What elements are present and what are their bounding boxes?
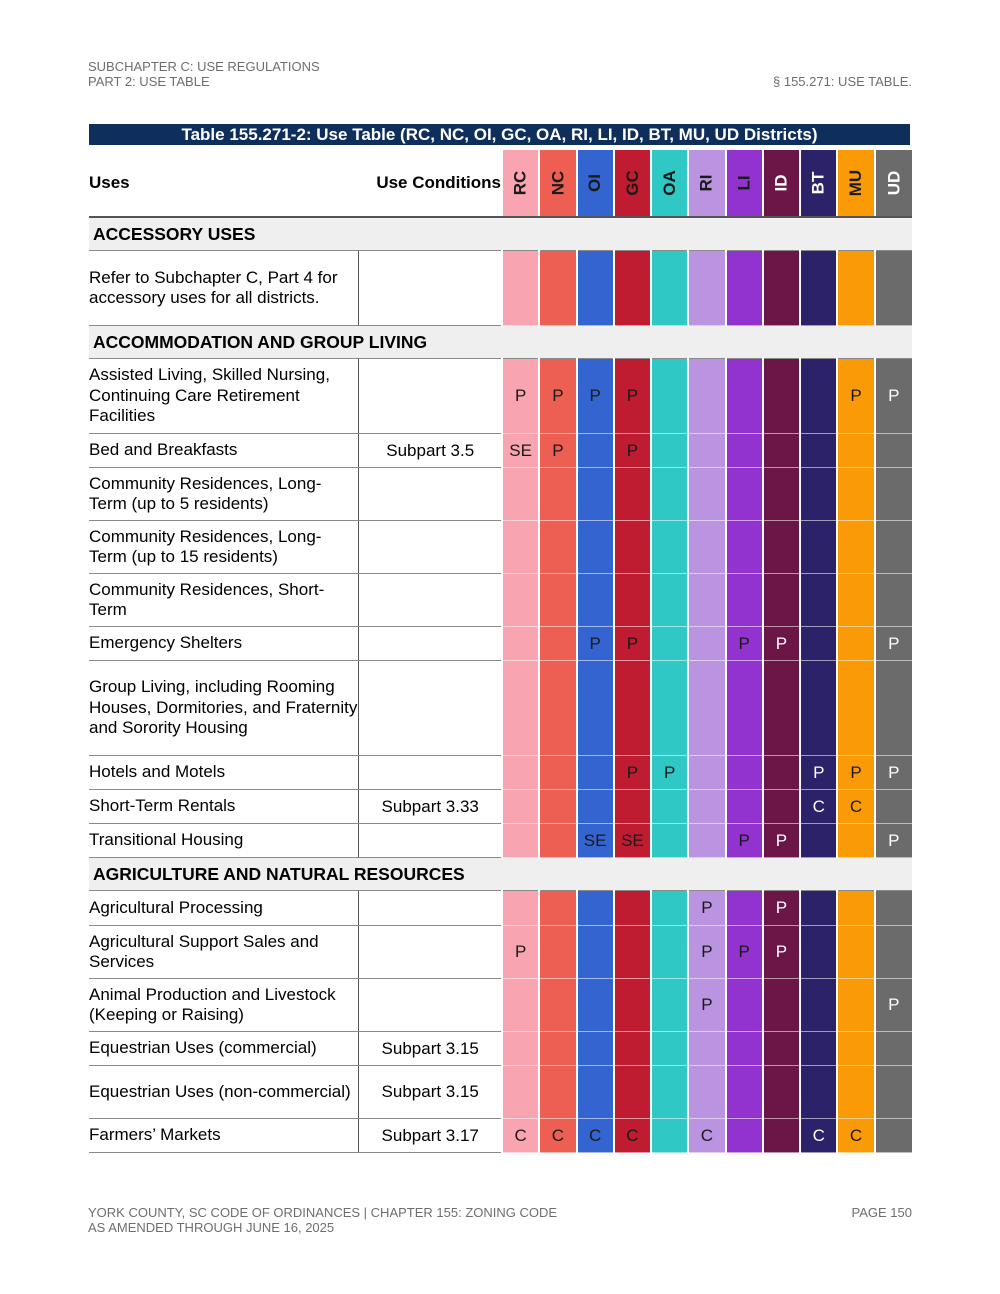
district-code-label: OI: [585, 174, 605, 192]
district-cell-ri: [688, 251, 725, 326]
district-cell-id: [763, 790, 800, 824]
district-cell-li: [726, 979, 763, 1032]
district-cell-ri: [688, 1032, 725, 1066]
district-cell-ri: [688, 790, 725, 824]
district-cell-gc: [614, 790, 651, 824]
district-cell-oi: [577, 251, 614, 326]
conditions-column-header: Use Conditions: [359, 150, 502, 217]
district-cell-li: [726, 521, 763, 574]
district-cell-oi: [577, 468, 614, 521]
district-cell-mu: [837, 251, 874, 326]
district-cell-li: [726, 251, 763, 326]
district-cell-id: [763, 574, 800, 627]
district-cell-bt: [800, 891, 837, 926]
use-name-cell: Equestrian Uses (commercial): [89, 1032, 359, 1066]
district-cell-bt: C: [800, 790, 837, 824]
district-cell-oa: P: [651, 756, 688, 790]
district-cell-oa: [651, 627, 688, 661]
table-row: [89, 756, 912, 790]
district-cell-gc: [614, 926, 651, 979]
district-cell-id: [763, 434, 800, 468]
use-name-cell: Refer to Subchapter C, Part 4 for accessory uses for all districts.: [89, 251, 359, 326]
district-cell-oi: [577, 790, 614, 824]
district-cell-nc: [539, 468, 576, 521]
section-header-row: [89, 326, 912, 359]
footer-code-title: YORK COUNTY, SC CODE OF ORDINANCES | CHAPTER 155: ZONING CODE: [88, 1205, 558, 1220]
district-cell-rc: [502, 824, 539, 858]
district-cell-ud: [875, 661, 912, 756]
use-condition-cell: [359, 824, 502, 858]
district-cell-li: P: [726, 824, 763, 858]
district-cell-ud: [875, 1066, 912, 1119]
district-code-label: ID: [771, 174, 791, 192]
district-cell-rc: [502, 756, 539, 790]
district-cell-li: [726, 891, 763, 926]
use-condition-cell: [359, 627, 502, 661]
use-condition-cell: [359, 574, 502, 627]
use-condition-cell: [359, 251, 502, 326]
district-cell-nc: [539, 251, 576, 326]
district-cell-ri: [688, 434, 725, 468]
district-cell-mu: [837, 627, 874, 661]
district-cell-ud: [875, 926, 912, 979]
district-cell-id: [763, 521, 800, 574]
district-cell-bt: [800, 359, 837, 434]
district-cell-id: P: [763, 891, 800, 926]
use-condition-cell: Subpart 3.5: [359, 434, 502, 468]
district-cell-bt: [800, 434, 837, 468]
table-row: [89, 434, 912, 468]
use-name-cell: Community Residences, Long-Term (up to 5 residents): [89, 468, 359, 521]
district-cell-gc: [614, 251, 651, 326]
district-cell-ri: [688, 574, 725, 627]
use-name-cell: Assisted Living, Skilled Nursing, Continuing Care Retirement Facilities: [89, 359, 359, 434]
district-cell-bt: C: [800, 1119, 837, 1153]
subchapter-label: SUBCHAPTER C: USE REGULATIONS: [88, 59, 320, 74]
table-row: [89, 359, 912, 434]
district-cell-rc: [502, 1066, 539, 1119]
district-cell-id: [763, 1119, 800, 1153]
district-cell-id: [763, 468, 800, 521]
district-cell-ud: [875, 521, 912, 574]
district-header-ri: [688, 150, 725, 217]
district-cell-ud: [875, 790, 912, 824]
use-name-cell: Group Living, including Rooming Houses, Dormitories, and Fraternity and Sorority Housing: [89, 661, 359, 756]
table-row: [89, 627, 912, 661]
section-header-row: [89, 858, 912, 891]
district-cell-nc: [539, 1032, 576, 1066]
district-cell-ri: [688, 627, 725, 661]
district-header-gc: [614, 150, 651, 217]
district-cell-ri: C: [688, 1119, 725, 1153]
district-cell-rc: P: [502, 926, 539, 979]
district-cell-nc: [539, 756, 576, 790]
district-cell-li: [726, 468, 763, 521]
district-cell-gc: P: [614, 756, 651, 790]
table-row: [89, 891, 912, 926]
use-condition-cell: Subpart 3.17: [359, 1119, 502, 1153]
district-cell-gc: [614, 521, 651, 574]
district-cell-nc: [539, 521, 576, 574]
district-header-rc: [502, 150, 539, 217]
use-name-cell: Equestrian Uses (non-commercial): [89, 1066, 359, 1119]
table-row: [89, 521, 912, 574]
district-cell-id: [763, 1066, 800, 1119]
district-code-label: UD: [883, 170, 903, 196]
district-cell-gc: P: [614, 434, 651, 468]
district-header-bt: [800, 150, 837, 217]
use-name-cell: Community Residences, Long-Term (up to 15 residents): [89, 521, 359, 574]
district-cell-oi: [577, 1032, 614, 1066]
district-cell-li: [726, 661, 763, 756]
district-cell-oa: [651, 1119, 688, 1153]
district-code-label: OA: [659, 170, 679, 196]
district-header-oi: [577, 150, 614, 217]
district-cell-ri: P: [688, 979, 725, 1032]
district-cell-bt: [800, 1032, 837, 1066]
district-cell-mu: [837, 891, 874, 926]
district-cell-oa: [651, 661, 688, 756]
use-name-cell: Transitional Housing: [89, 824, 359, 858]
district-cell-ri: P: [688, 891, 725, 926]
district-header-li: [726, 150, 763, 217]
district-cell-mu: [837, 1066, 874, 1119]
district-cell-bt: [800, 574, 837, 627]
district-cell-li: [726, 1032, 763, 1066]
table-row: [89, 1032, 912, 1066]
district-cell-mu: [837, 1032, 874, 1066]
use-name-cell: Community Residences, Short-Term: [89, 574, 359, 627]
use-name-cell: Farmers’ Markets: [89, 1119, 359, 1153]
section-header-row: [89, 217, 912, 251]
district-header-nc: [539, 150, 576, 217]
district-cell-oi: P: [577, 627, 614, 661]
district-cell-nc: [539, 574, 576, 627]
table-body: [89, 217, 912, 1153]
use-condition-cell: [359, 521, 502, 574]
table-row: [89, 468, 912, 521]
district-cell-rc: SE: [502, 434, 539, 468]
district-cell-li: [726, 756, 763, 790]
district-cell-ri: [688, 359, 725, 434]
district-cell-nc: [539, 627, 576, 661]
district-cell-gc: [614, 661, 651, 756]
district-cell-id: [763, 979, 800, 1032]
district-cell-oa: [651, 251, 688, 326]
district-cell-li: P: [726, 926, 763, 979]
district-cell-oa: [651, 359, 688, 434]
district-cell-rc: [502, 251, 539, 326]
district-cell-nc: [539, 661, 576, 756]
running-header: [88, 59, 320, 89]
district-cell-ud: [875, 251, 912, 326]
district-cell-oi: [577, 521, 614, 574]
district-cell-id: P: [763, 627, 800, 661]
district-cell-ri: [688, 756, 725, 790]
district-cell-nc: P: [539, 434, 576, 468]
district-cell-oa: [651, 468, 688, 521]
district-cell-mu: C: [837, 1119, 874, 1153]
use-condition-cell: Subpart 3.15: [359, 1066, 502, 1119]
district-cell-ri: [688, 468, 725, 521]
district-cell-ud: [875, 434, 912, 468]
section-reference: § 155.271: USE TABLE.: [773, 74, 912, 89]
footer-amended-date: AS AMENDED THROUGH JUNE 16, 2025: [88, 1220, 335, 1235]
district-cell-bt: [800, 468, 837, 521]
district-cell-li: [726, 574, 763, 627]
district-cell-nc: [539, 891, 576, 926]
district-cell-ud: [875, 1032, 912, 1066]
district-cell-oi: C: [577, 1119, 614, 1153]
district-cell-ud: P: [875, 627, 912, 661]
district-cell-li: [726, 434, 763, 468]
district-cell-mu: P: [837, 359, 874, 434]
district-code-label: RI: [696, 174, 716, 192]
district-cell-oi: [577, 661, 614, 756]
use-table: [89, 150, 912, 1153]
district-cell-bt: [800, 661, 837, 756]
district-cell-gc: [614, 979, 651, 1032]
district-cell-gc: [614, 1066, 651, 1119]
district-cell-li: P: [726, 627, 763, 661]
district-cell-mu: [837, 468, 874, 521]
district-cell-id: [763, 661, 800, 756]
district-cell-li: [726, 1066, 763, 1119]
district-cell-oa: [651, 434, 688, 468]
table-row: [89, 251, 912, 326]
district-cell-li: [726, 790, 763, 824]
district-cell-mu: [837, 926, 874, 979]
running-footer: [88, 1205, 557, 1235]
table-row: [89, 979, 912, 1032]
district-cell-li: [726, 1119, 763, 1153]
district-cell-rc: [502, 790, 539, 824]
use-name-cell: Animal Production and Livestock (Keeping or Raising): [89, 979, 359, 1032]
district-cell-ud: [875, 891, 912, 926]
table-row: [89, 574, 912, 627]
district-cell-oa: [651, 574, 688, 627]
district-cell-ud: P: [875, 979, 912, 1032]
district-cell-rc: [502, 468, 539, 521]
district-cell-bt: [800, 926, 837, 979]
district-cell-gc: P: [614, 627, 651, 661]
table-header-row: [89, 150, 912, 217]
table-row: [89, 1119, 912, 1153]
table-row: [89, 1066, 912, 1119]
use-condition-cell: [359, 661, 502, 756]
table-row: [89, 926, 912, 979]
district-cell-id: [763, 359, 800, 434]
district-code-label: NC: [547, 170, 567, 196]
district-cell-nc: [539, 926, 576, 979]
district-cell-oa: [651, 1032, 688, 1066]
district-cell-ri: [688, 521, 725, 574]
use-condition-cell: [359, 756, 502, 790]
district-code-label: LI: [734, 175, 754, 191]
district-cell-ri: [688, 1066, 725, 1119]
use-condition-cell: [359, 979, 502, 1032]
district-cell-rc: P: [502, 359, 539, 434]
district-cell-rc: [502, 574, 539, 627]
district-header-id: [763, 150, 800, 217]
district-cell-gc: [614, 1032, 651, 1066]
district-cell-gc: SE: [614, 824, 651, 858]
district-cell-oa: [651, 1066, 688, 1119]
section-title: AGRICULTURE AND NATURAL RESOURCES: [89, 858, 912, 891]
district-cell-mu: [837, 434, 874, 468]
district-cell-ri: [688, 661, 725, 756]
district-cell-mu: C: [837, 790, 874, 824]
use-name-cell: Short-Term Rentals: [89, 790, 359, 824]
district-cell-rc: [502, 1032, 539, 1066]
district-cell-gc: C: [614, 1119, 651, 1153]
district-cell-id: [763, 1032, 800, 1066]
uses-column-header: Uses: [89, 150, 359, 217]
use-condition-cell: [359, 468, 502, 521]
use-condition-cell: [359, 891, 502, 926]
district-code-label: GC: [622, 170, 642, 196]
district-cell-gc: [614, 891, 651, 926]
use-name-cell: Bed and Breakfasts: [89, 434, 359, 468]
district-cell-mu: [837, 521, 874, 574]
district-cell-gc: [614, 468, 651, 521]
district-cell-bt: [800, 979, 837, 1032]
part-label: PART 2: USE TABLE: [88, 74, 210, 89]
district-cell-mu: [837, 574, 874, 627]
district-cell-rc: [502, 661, 539, 756]
district-cell-rc: [502, 979, 539, 1032]
district-cell-id: P: [763, 824, 800, 858]
district-cell-oi: SE: [577, 824, 614, 858]
district-cell-id: [763, 251, 800, 326]
district-cell-nc: [539, 1066, 576, 1119]
district-cell-nc: [539, 979, 576, 1032]
district-cell-mu: [837, 979, 874, 1032]
district-cell-rc: [502, 891, 539, 926]
district-cell-ud: P: [875, 756, 912, 790]
district-cell-oa: [651, 521, 688, 574]
table-row: [89, 661, 912, 756]
district-cell-mu: P: [837, 756, 874, 790]
district-cell-nc: [539, 824, 576, 858]
district-cell-ud: P: [875, 824, 912, 858]
district-cell-id: [763, 756, 800, 790]
district-cell-oa: [651, 979, 688, 1032]
district-cell-bt: P: [800, 756, 837, 790]
use-condition-cell: Subpart 3.33: [359, 790, 502, 824]
district-cell-oa: [651, 891, 688, 926]
district-cell-oi: [577, 1066, 614, 1119]
district-cell-mu: [837, 824, 874, 858]
district-cell-bt: [800, 627, 837, 661]
table-row: [89, 790, 912, 824]
district-cell-bt: [800, 521, 837, 574]
district-code-label: RC: [510, 170, 530, 196]
district-cell-nc: [539, 790, 576, 824]
section-title: ACCESSORY USES: [89, 217, 912, 251]
district-cell-rc: [502, 521, 539, 574]
district-cell-nc: P: [539, 359, 576, 434]
district-cell-ri: P: [688, 926, 725, 979]
district-cell-oi: [577, 574, 614, 627]
district-cell-rc: [502, 627, 539, 661]
district-code-label: BT: [808, 171, 828, 195]
table-row: [89, 824, 912, 858]
district-header-mu: [837, 150, 874, 217]
district-cell-id: P: [763, 926, 800, 979]
district-cell-rc: C: [502, 1119, 539, 1153]
use-name-cell: Emergency Shelters: [89, 627, 359, 661]
district-cell-ud: [875, 468, 912, 521]
district-header-ud: [875, 150, 912, 217]
district-cell-oi: [577, 979, 614, 1032]
district-cell-oa: [651, 926, 688, 979]
district-cell-gc: [614, 574, 651, 627]
use-condition-cell: [359, 926, 502, 979]
district-cell-oi: [577, 756, 614, 790]
district-cell-ud: [875, 574, 912, 627]
use-name-cell: Hotels and Motels: [89, 756, 359, 790]
district-cell-oi: P: [577, 359, 614, 434]
use-condition-cell: Subpart 3.15: [359, 1032, 502, 1066]
district-cell-bt: [800, 1066, 837, 1119]
district-header-oa: [651, 150, 688, 217]
district-cell-oi: [577, 926, 614, 979]
district-cell-li: [726, 359, 763, 434]
district-cell-mu: [837, 661, 874, 756]
section-title: ACCOMMODATION AND GROUP LIVING: [89, 326, 912, 359]
table-title: Table 155.271-2: Use Table (RC, NC, OI, GC, OA, RI, LI, ID, BT, MU, UD Districts): [89, 124, 910, 145]
district-cell-nc: C: [539, 1119, 576, 1153]
use-name-cell: Agricultural Processing: [89, 891, 359, 926]
district-cell-oa: [651, 824, 688, 858]
page-number: PAGE 150: [851, 1205, 912, 1220]
district-cell-gc: P: [614, 359, 651, 434]
district-cell-bt: [800, 824, 837, 858]
district-cell-oa: [651, 790, 688, 824]
district-code-label: MU: [846, 169, 866, 197]
district-cell-ri: [688, 824, 725, 858]
district-cell-oi: [577, 434, 614, 468]
district-cell-oi: [577, 891, 614, 926]
use-condition-cell: [359, 359, 502, 434]
district-cell-ud: [875, 1119, 912, 1153]
district-cell-bt: [800, 251, 837, 326]
district-cell-ud: P: [875, 359, 912, 434]
use-name-cell: Agricultural Support Sales and Services: [89, 926, 359, 979]
